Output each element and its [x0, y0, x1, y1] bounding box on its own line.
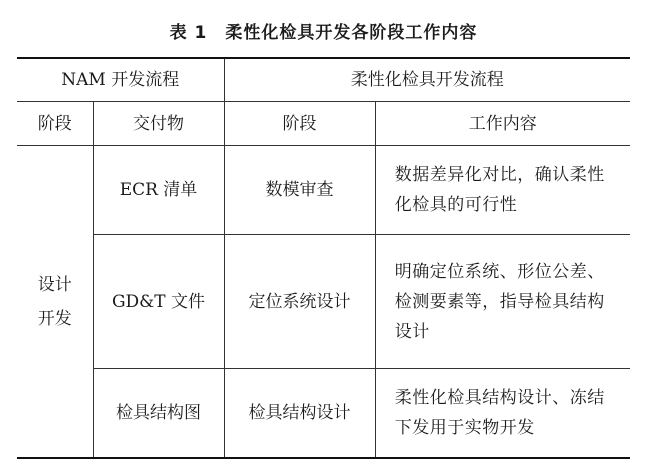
- table-row: [17, 369, 630, 459]
- table-row: [17, 235, 630, 369]
- work-content-cell: [375, 369, 630, 459]
- column-header-phase: 阶段: [224, 102, 375, 146]
- column-header-row: [17, 102, 630, 146]
- work-content-text: 数据差异化对比，确认柔性化检具的可行性: [394, 165, 605, 215]
- table-row: [17, 146, 630, 235]
- phase-cell: 检具结构设计: [224, 369, 375, 459]
- development-stages-table: [17, 57, 630, 459]
- column-header-deliverable: 交付物: [93, 102, 224, 146]
- stage-cell: [17, 146, 93, 459]
- deliverable-cell: GD&T 文件: [93, 235, 224, 369]
- work-content-cell: [375, 146, 630, 235]
- phase-cell: 定位系统设计: [224, 235, 375, 369]
- work-content-cell: [375, 235, 630, 369]
- column-header-work-content: 工作内容: [375, 102, 630, 146]
- deliverable-cell: 检具结构图: [93, 369, 224, 459]
- stage-label: 设计开发: [37, 274, 72, 329]
- group-header-row: [17, 58, 630, 102]
- table-title: 柔性化检具开发各阶段工作内容: [225, 23, 478, 43]
- group-header-flexible-fixture: 柔性化检具开发流程: [224, 58, 630, 102]
- phase-cell: 数模审查: [224, 146, 375, 235]
- work-content-text: 柔性化检具结构设计、冻结下发用于实物开发: [394, 388, 605, 438]
- group-header-nam: NAM 开发流程: [17, 58, 224, 102]
- table-caption: [0, 18, 647, 43]
- table-number: 表 1: [169, 23, 208, 43]
- deliverable-cell: ECR 清单: [93, 146, 224, 235]
- column-header-stage: 阶段: [17, 102, 93, 146]
- work-content-text: 明确定位系统、形位公差、检测要素等，指导检具结构设计: [394, 261, 605, 342]
